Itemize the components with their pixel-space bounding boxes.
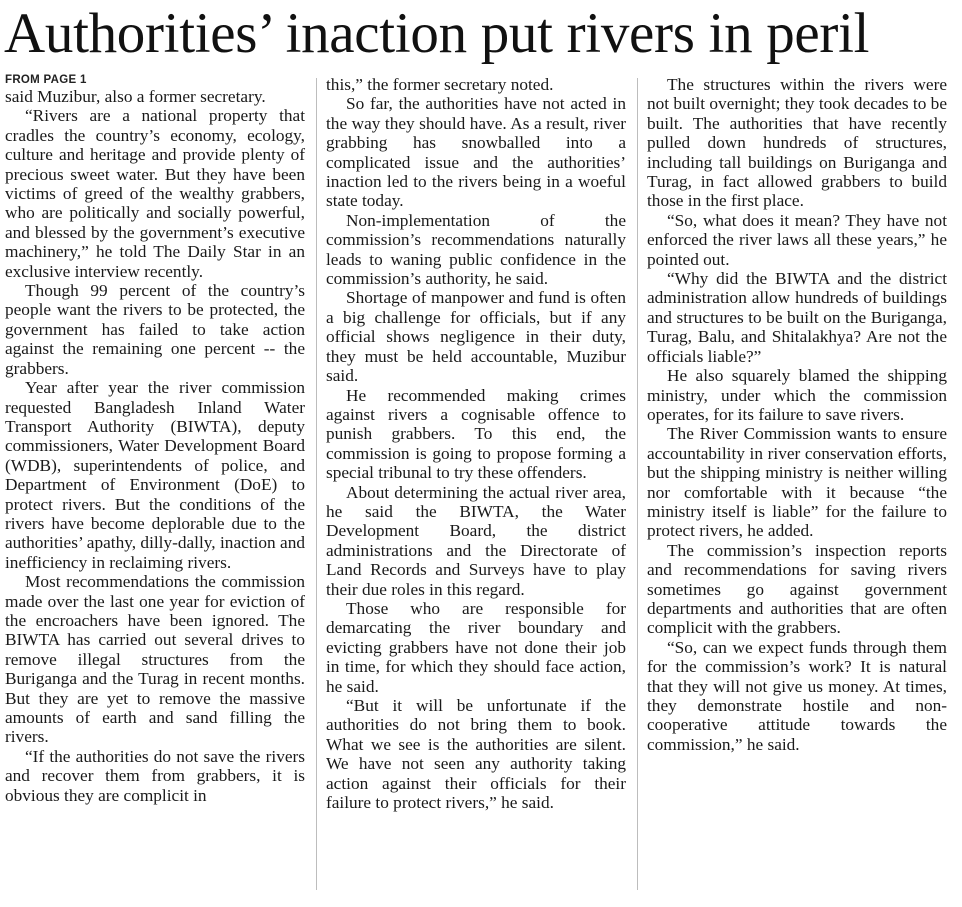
paragraph: “Why did the BIWTA and the district administration allow hundreds of buildings and structures to be built on the Buriganga, Turag, Balu, and Shitalakhya? Are not the officials liable?” bbox=[647, 269, 947, 366]
paragraph: About determining the actual river area, he said the BIWTA, the Water Development Board, the district administrations and the Directorate of Land Records and Surveys have to play their due roles in this regard. bbox=[326, 482, 626, 599]
from-page-kicker: FROM PAGE 1 bbox=[5, 74, 87, 86]
headline: Authorities’ inaction put rivers in peril bbox=[4, 2, 870, 65]
paragraph: The commission’s inspection reports and recommendations for saving rivers sometimes go against government departments and authorities that are often complicit with the grabbers. bbox=[647, 540, 947, 638]
paragraph: Shortage of manpower and fund is often a big challenge for officials, but if any official shows negligence in their duty, they must be held accountable, Muzibur said. bbox=[326, 288, 626, 386]
paragraph: The River Commission wants to ensure accountability in river conservation efforts, but the shipping ministry is neither willing nor comfortable with it because “the ministry itself is liable” for the failure to protect rivers, he added. bbox=[647, 424, 947, 541]
paragraph: “But it will be unfortunate if the authorities do not bring them to book. What we see is the authorities are silent. We have not seen any authority taking action against their officials for their failure to protect rivers,” he said. bbox=[326, 696, 626, 813]
paragraph: said Muzibur, also a former secretary. bbox=[5, 87, 266, 106]
article-column-1 bbox=[5, 73, 305, 805]
paragraph: “If the authorities do not save the rivers and recover them from grabbers, it is obvious they are complicit in bbox=[5, 746, 305, 805]
column-divider bbox=[316, 78, 317, 890]
paragraph: “Rivers are a national property that cradles the country’s economy, ecology, culture and heritage and provide plenty of precious sweet water. But they have been victims of greed of the wealthy grabbers, who are politically and socially powerful, and blessed by the government’s executive machinery,” he told The Daily Star in an exclusive interview recently. bbox=[5, 106, 305, 281]
article-column-2 bbox=[326, 75, 626, 812]
paragraph: Those who are responsible for demarcating the river boundary and evicting grabbers have not done their job in time, for which they should face action, he said. bbox=[326, 598, 626, 696]
column-divider bbox=[637, 78, 638, 890]
article-column-3 bbox=[647, 75, 947, 754]
paragraph: He also squarely blamed the shipping ministry, under which the commission operates, for its failure to save rivers. bbox=[647, 366, 947, 424]
paragraph: Though 99 percent of the country’s people want the rivers to be protected, the government has failed to take action against the remaining one percent -- the grabbers. bbox=[5, 281, 305, 378]
paragraph: this,” the former secretary noted. bbox=[326, 75, 554, 94]
paragraph: Year after year the river commission requested Bangladesh Inland Water Transport Authority (BIWTA), deputy commissioners, Water Development Board (WDB), superintendents of police, and Department of Environment (DoE) to protect rivers. But the conditions of the rivers have become deplorable due to the authorities’ apathy, dilly-dally, inaction and inefficiency in reclaiming rivers. bbox=[5, 378, 305, 572]
paragraph: So far, the authorities have not acted in the way they should have. As a result, river grabbing has snowballed into a complicated issue and the authorities’ inaction led to the rivers being in a woeful state today. bbox=[326, 94, 626, 211]
paragraph: Non-implementation of the commission’s recommendations naturally leads to waning public confidence in the commission’s authority, he said. bbox=[326, 210, 626, 289]
paragraph: He recommended making crimes against rivers a cognisable offence to punish grabbers. To this end, the commission is going to propose forming a special tribunal to try these offenders. bbox=[326, 385, 626, 483]
paragraph: Most recommendations the commission made over the last one year for eviction of the encroachers have been ignored. The BIWTA has carried out several drives to remove illegal structures from the Buriganga and the Turag in recent months. But they are yet to remove the massive amounts of earth and sand filling the rivers. bbox=[5, 572, 305, 747]
paragraph: The structures within the rivers were not built overnight; they took decades to be built. The authorities that have recently pulled down hundreds of structures, including tall buildings on Buriganga and Turag, in fact allowed grabbers to build those in the first place. bbox=[647, 75, 947, 211]
paragraph: “So, what does it mean? They have not enforced the river laws all these years,” he pointed out. bbox=[647, 210, 947, 269]
paragraph: “So, can we expect funds through them for the commission’s work? It is natural that they will not give us money. At times, they demonstrate hostile and non-cooperative attitude towards the commission,” he said. bbox=[647, 637, 947, 754]
